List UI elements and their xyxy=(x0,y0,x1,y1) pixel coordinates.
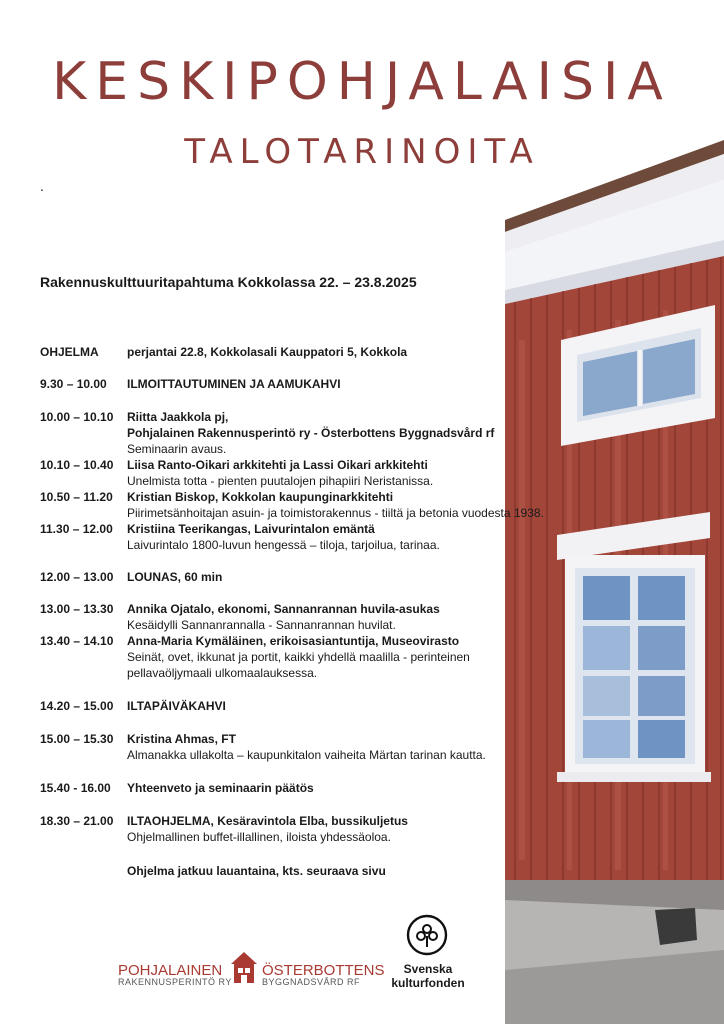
schedule-row xyxy=(40,569,520,585)
schedule-line: Kesäidylli Sannanrannalla - Sannanrannan huvilat. xyxy=(127,618,396,632)
foundation-vent xyxy=(655,908,697,945)
page-title: KESKIPOHJALAISIA xyxy=(52,52,672,112)
schedule-title: ILTAPÄIVÄKAHVI xyxy=(127,699,226,713)
schedule-title: Kristian Biskop, Kokkolan kaupunginarkkitehti xyxy=(127,490,394,504)
schedule-row xyxy=(40,376,520,392)
schedule-line: Pohjalainen Rakennusperintö ry - Österbottens Byggnadsvård rf xyxy=(127,426,495,440)
schedule-row xyxy=(40,521,520,553)
schedule-title: ILMOITTAUTUMINEN JA AAMUKAHVI xyxy=(127,377,341,391)
event-line: Rakennuskulttuuritapahtuma Kokkolassa 22. – 23.8.2025 xyxy=(40,274,417,290)
house-illustration xyxy=(505,140,724,1024)
schedule-time: 13.40 – 14.10 xyxy=(40,634,114,648)
schedule-row xyxy=(40,633,520,681)
pohjalainen-logo-sub: RAKENNUSPERINTÖ RY xyxy=(118,977,232,987)
schedule-row xyxy=(40,780,520,796)
svenska-text: Svenska xyxy=(403,962,453,976)
house-logo-icon xyxy=(230,950,258,984)
schedule-time: 12.00 – 13.00 xyxy=(40,570,114,584)
pohjalainen-logo-text: POHJALAINEN xyxy=(118,962,223,979)
schedule-title: Kristina Ahmas, FT xyxy=(127,732,236,746)
schedule-line: Unelmista totta - pienten puutalojen pihapiiri Neristanissa. xyxy=(127,474,434,488)
schedule-row xyxy=(40,601,520,633)
page-subtitle: TALOTARINOITA xyxy=(184,132,540,172)
continues-row xyxy=(40,863,520,879)
schedule-title: Annika Ojatalo, ekonomi, Sannanrannan huvila-asukas xyxy=(127,602,440,616)
schedule-time: 11.30 – 12.00 xyxy=(40,522,113,536)
dot-mark: . xyxy=(40,178,44,194)
schedule-row xyxy=(40,813,520,845)
schedule-line: pellavaöljymaali ulkomaalauksessa. xyxy=(127,666,318,680)
osterbottens-logo-text: ÖSTERBOTTENS xyxy=(262,962,385,979)
schedule-title: Kristiina Teerikangas, Laivurintalon emäntä xyxy=(127,522,375,536)
schedule-row xyxy=(40,731,520,763)
svenska-kulturfonden-logo xyxy=(384,962,472,990)
schedule-time: 14.20 – 15.00 xyxy=(40,699,114,713)
schedule-time: 10.00 – 10.10 xyxy=(40,410,114,424)
schedule-line: Ohjelmallinen buffet-illallinen, iloista yhdessäoloa. xyxy=(127,830,391,844)
schedule-row xyxy=(40,409,520,457)
schedule-line: Laivurintalo 1800-luvun hengessä – tiloja, tarjoilua, tarinaa. xyxy=(127,538,440,552)
schedule-row xyxy=(40,457,520,489)
program-label: OHJELMA xyxy=(40,345,99,359)
schedule-title: Anna-Maria Kymäläinen, erikoisasiantuntija, Museovirasto xyxy=(127,634,460,648)
program-day: perjantai 22.8, Kokkolasali Kauppatori 5, Kokkola xyxy=(127,345,408,359)
schedule-row xyxy=(40,489,544,521)
schedule-line: Seinät, ovet, ikkunat ja portit, kaikki yhdellä maalilla - perinteinen xyxy=(127,650,470,664)
schedule-title: Liisa Ranto-Oikari arkkitehti ja Lassi Oikari arkkitehti xyxy=(127,458,428,472)
schedule-line: Almanakka ullakolta – kaupunkitalon vaiheita Märtan tarinan kautta. xyxy=(127,748,486,762)
osterbottens-logo-sub: BYGGNADSVÅRD RF xyxy=(262,977,361,987)
schedule-time: 15.40 - 16.00 xyxy=(40,781,111,795)
schedule-title: ILTAOHJELMA, Kesäravintola Elba, bussikuljetus xyxy=(127,814,408,828)
schedule-time: 18.30 – 21.00 xyxy=(40,814,114,828)
program xyxy=(40,344,544,879)
program-header-row xyxy=(40,344,520,360)
schedule-line: Piirimetsänhoitajan asuin- ja toimistorakennus - tiiltä ja betonia vuodesta 1938. xyxy=(127,506,544,520)
svenska-kulturfonden-icon xyxy=(406,914,448,956)
schedule-time: 9.30 – 10.00 xyxy=(40,377,107,391)
schedule-title: Yhteenveto ja seminaarin päätös xyxy=(127,781,314,795)
continues-note: Ohjelma jatkuu lauantaina, kts. seuraava sivu xyxy=(127,864,386,878)
schedule-row xyxy=(40,698,520,714)
schedule-time: 15.00 – 15.30 xyxy=(40,732,114,746)
schedule-line: Seminaarin avaus. xyxy=(127,442,227,456)
schedule-time: 10.10 – 10.40 xyxy=(40,458,114,472)
schedule-time: 10.50 – 11.20 xyxy=(40,490,113,504)
kulturfonden-text: kulturfonden xyxy=(391,976,465,990)
schedule-time: 13.00 – 13.30 xyxy=(40,602,114,616)
schedule-title: LOUNAS, 60 min xyxy=(127,570,223,584)
schedule-title: Riitta Jaakkola pj, xyxy=(127,410,229,424)
